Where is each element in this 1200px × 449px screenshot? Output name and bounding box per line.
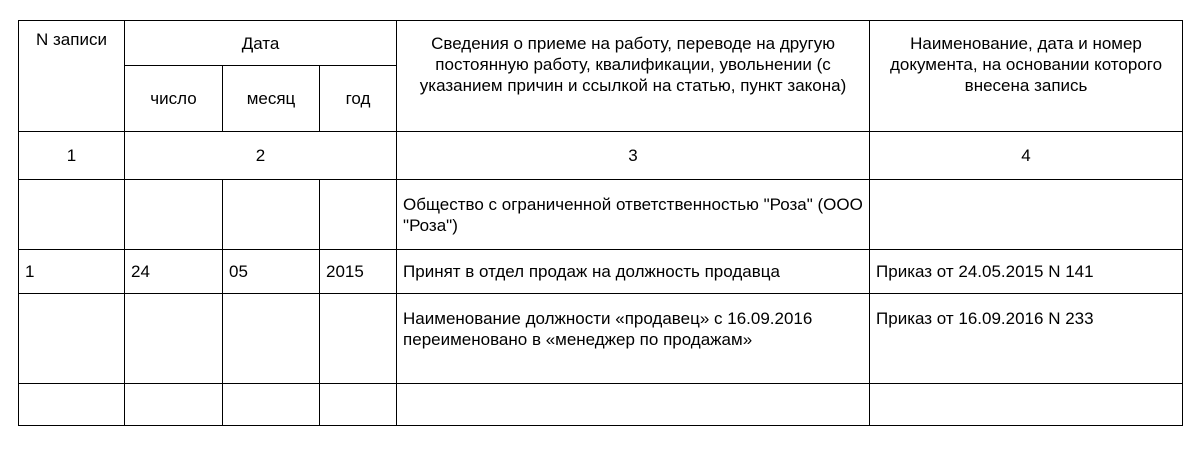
header-record-number: N записи bbox=[19, 21, 125, 132]
work-record-table bbox=[18, 20, 1183, 426]
column-number: 3 bbox=[397, 132, 870, 180]
cell-year bbox=[320, 294, 397, 384]
cell-info: Наименование должности «продавец» с 16.09.2016 переименовано в «менеджер по продажам» bbox=[397, 294, 870, 384]
cell-day bbox=[125, 294, 223, 384]
cell-document: Приказ от 16.09.2016 N 233 bbox=[870, 294, 1183, 384]
column-number: 4 bbox=[870, 132, 1183, 180]
cell-document bbox=[870, 384, 1183, 426]
table-row bbox=[19, 180, 1183, 250]
table-row bbox=[19, 294, 1183, 384]
cell-record-number bbox=[19, 384, 125, 426]
cell-info: Принят в отдел продаж на должность продавца bbox=[397, 250, 870, 294]
cell-year bbox=[320, 384, 397, 426]
cell-info bbox=[397, 384, 870, 426]
table-row bbox=[19, 384, 1183, 426]
cell-month bbox=[223, 294, 320, 384]
cell-month bbox=[223, 384, 320, 426]
cell-document: Приказ от 24.05.2015 N 141 bbox=[870, 250, 1183, 294]
cell-document bbox=[870, 180, 1183, 250]
cell-month: 05 bbox=[223, 250, 320, 294]
cell-day bbox=[125, 180, 223, 250]
header-day: число bbox=[125, 66, 223, 132]
cell-record-number bbox=[19, 180, 125, 250]
column-number: 1 bbox=[19, 132, 125, 180]
cell-year: 2015 bbox=[320, 250, 397, 294]
cell-record-number bbox=[19, 294, 125, 384]
cell-month bbox=[223, 180, 320, 250]
header-month: месяц bbox=[223, 66, 320, 132]
header-info: Сведения о приеме на работу, переводе на другую постоянную работу, квалификации, увольнении (с указанием причин и ссылкой на статью, пункт закона) bbox=[397, 21, 870, 132]
column-number: 2 bbox=[125, 132, 397, 180]
table-row bbox=[19, 250, 1183, 294]
header-date: Дата bbox=[125, 21, 397, 66]
header-year: год bbox=[320, 66, 397, 132]
cell-day bbox=[125, 384, 223, 426]
cell-year bbox=[320, 180, 397, 250]
cell-record-number: 1 bbox=[19, 250, 125, 294]
cell-day: 24 bbox=[125, 250, 223, 294]
cell-info: Общество с ограниченной ответственностью "Роза" (ООО "Роза") bbox=[397, 180, 870, 250]
header-document: Наименование, дата и номер документа, на основании которого внесена запись bbox=[870, 21, 1183, 132]
